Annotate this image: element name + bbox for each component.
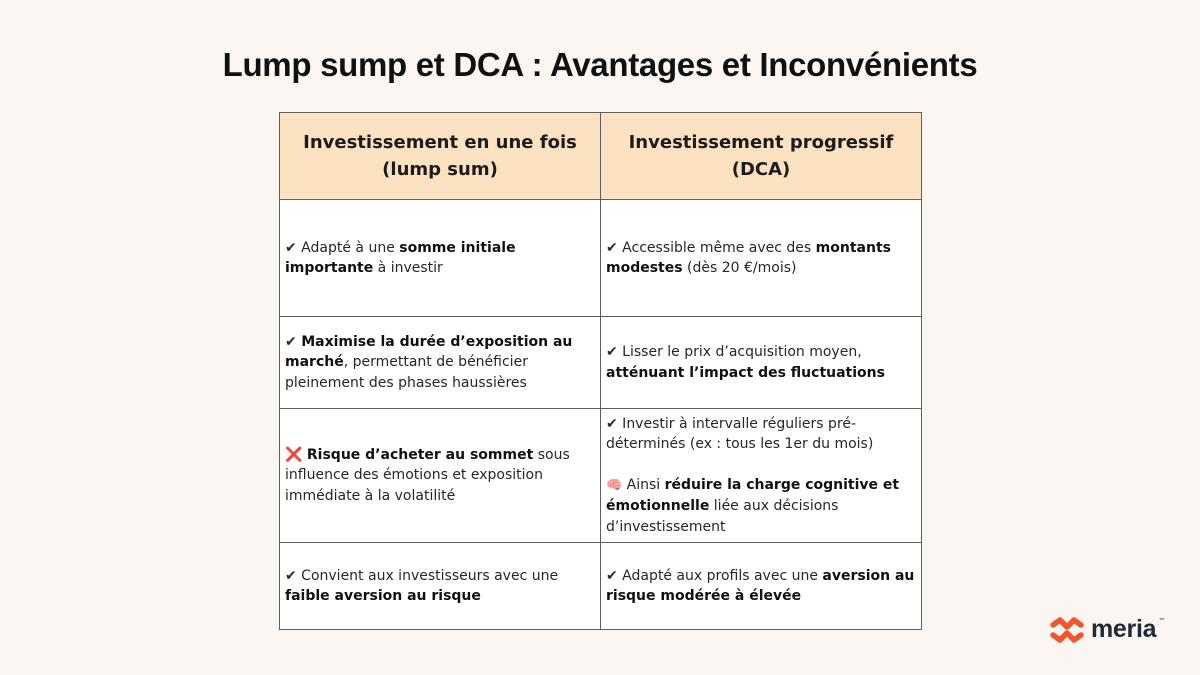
cell-dca: [601, 317, 922, 409]
check-icon: ✔: [285, 567, 297, 584]
cell-text: (dès 20 €/mois): [682, 260, 797, 276]
cell-dca: [601, 543, 922, 630]
cell-bold-text: aversion au risque modérée à élevée: [606, 567, 915, 604]
table-row: [280, 409, 922, 543]
cell-bold-text: Maximise la durée d’exposition au marché: [285, 333, 573, 371]
cell-lump-sum: [280, 543, 601, 630]
meria-logo: [1049, 615, 1165, 644]
cell-bold-text: réduire la charge cognitive et émotionnelle: [606, 476, 900, 515]
cell-bold-text: somme initiale importante: [285, 239, 516, 276]
cross-icon: ❌: [285, 446, 303, 463]
cell-text: liée aux décisions d’investissement: [606, 498, 839, 535]
cell-text: Adapté aux profils avec une: [617, 567, 823, 584]
cell-text: Convient aux investisseurs avec une: [296, 567, 559, 584]
header-dca-line2: (DCA): [731, 159, 791, 180]
comparison-table: [279, 112, 922, 630]
cell-bold-text: Risque d’acheter au sommet: [306, 446, 534, 463]
page-title: Lump sump et DCA : Avantages et Inconvénients: [222, 46, 978, 83]
table-row: [280, 200, 922, 317]
cell-paragraph: [606, 475, 916, 538]
header-dca: [601, 113, 922, 200]
header-lump-sum-line2: (lump sum): [382, 159, 498, 180]
table-row: [280, 317, 922, 409]
table-header-row: [280, 113, 922, 200]
cell-dca: [601, 200, 922, 317]
cell-text: , permettant de bénéficier pleinement des phases haussières: [285, 354, 528, 391]
cell-lump-sum: [280, 409, 601, 543]
check-icon: ✔: [606, 239, 618, 256]
check-icon: ✔: [285, 333, 297, 350]
brand-name: meria: [1091, 615, 1157, 643]
header-dca-line1: Investissement progressif: [628, 132, 894, 153]
meria-logo-icon: [1049, 616, 1085, 644]
cell-text: Investir à intervalle réguliers pré-déterminés (ex : tous les 1er du mois): [606, 415, 874, 453]
cell-lump-sum: [280, 317, 601, 409]
cell-text: Accessible même avec des: [617, 239, 816, 256]
header-lump-sum: [280, 113, 601, 200]
cell-bold-text: faible aversion au risque: [285, 588, 481, 604]
table-row: [280, 543, 922, 630]
cell-text: Lisser le prix d’acquisition moyen,: [617, 344, 862, 360]
header-lump-sum-line1: Investissement en une fois: [303, 132, 577, 153]
trademark: ™: [1158, 617, 1166, 625]
cell-text: Ainsi: [622, 476, 665, 493]
cell-dca: [601, 409, 922, 543]
cell-bold-text: montants modestes: [606, 239, 891, 276]
check-icon: ✔: [606, 567, 618, 584]
check-icon: ✔: [285, 239, 297, 256]
cell-text: Adapté à une: [296, 239, 400, 256]
cell-paragraph: [606, 414, 916, 455]
cell-text: sous influence des émotions et exposition immédiate à la volatilité: [285, 446, 570, 504]
cell-lump-sum: [280, 200, 601, 317]
cell-text: à investir: [373, 260, 443, 276]
cell-bold-text: atténuant l’impact des fluctuations: [606, 364, 885, 381]
check-icon: ✔: [606, 415, 618, 432]
check-icon: ✔: [606, 344, 618, 360]
brain-icon: 🧠: [606, 477, 623, 493]
